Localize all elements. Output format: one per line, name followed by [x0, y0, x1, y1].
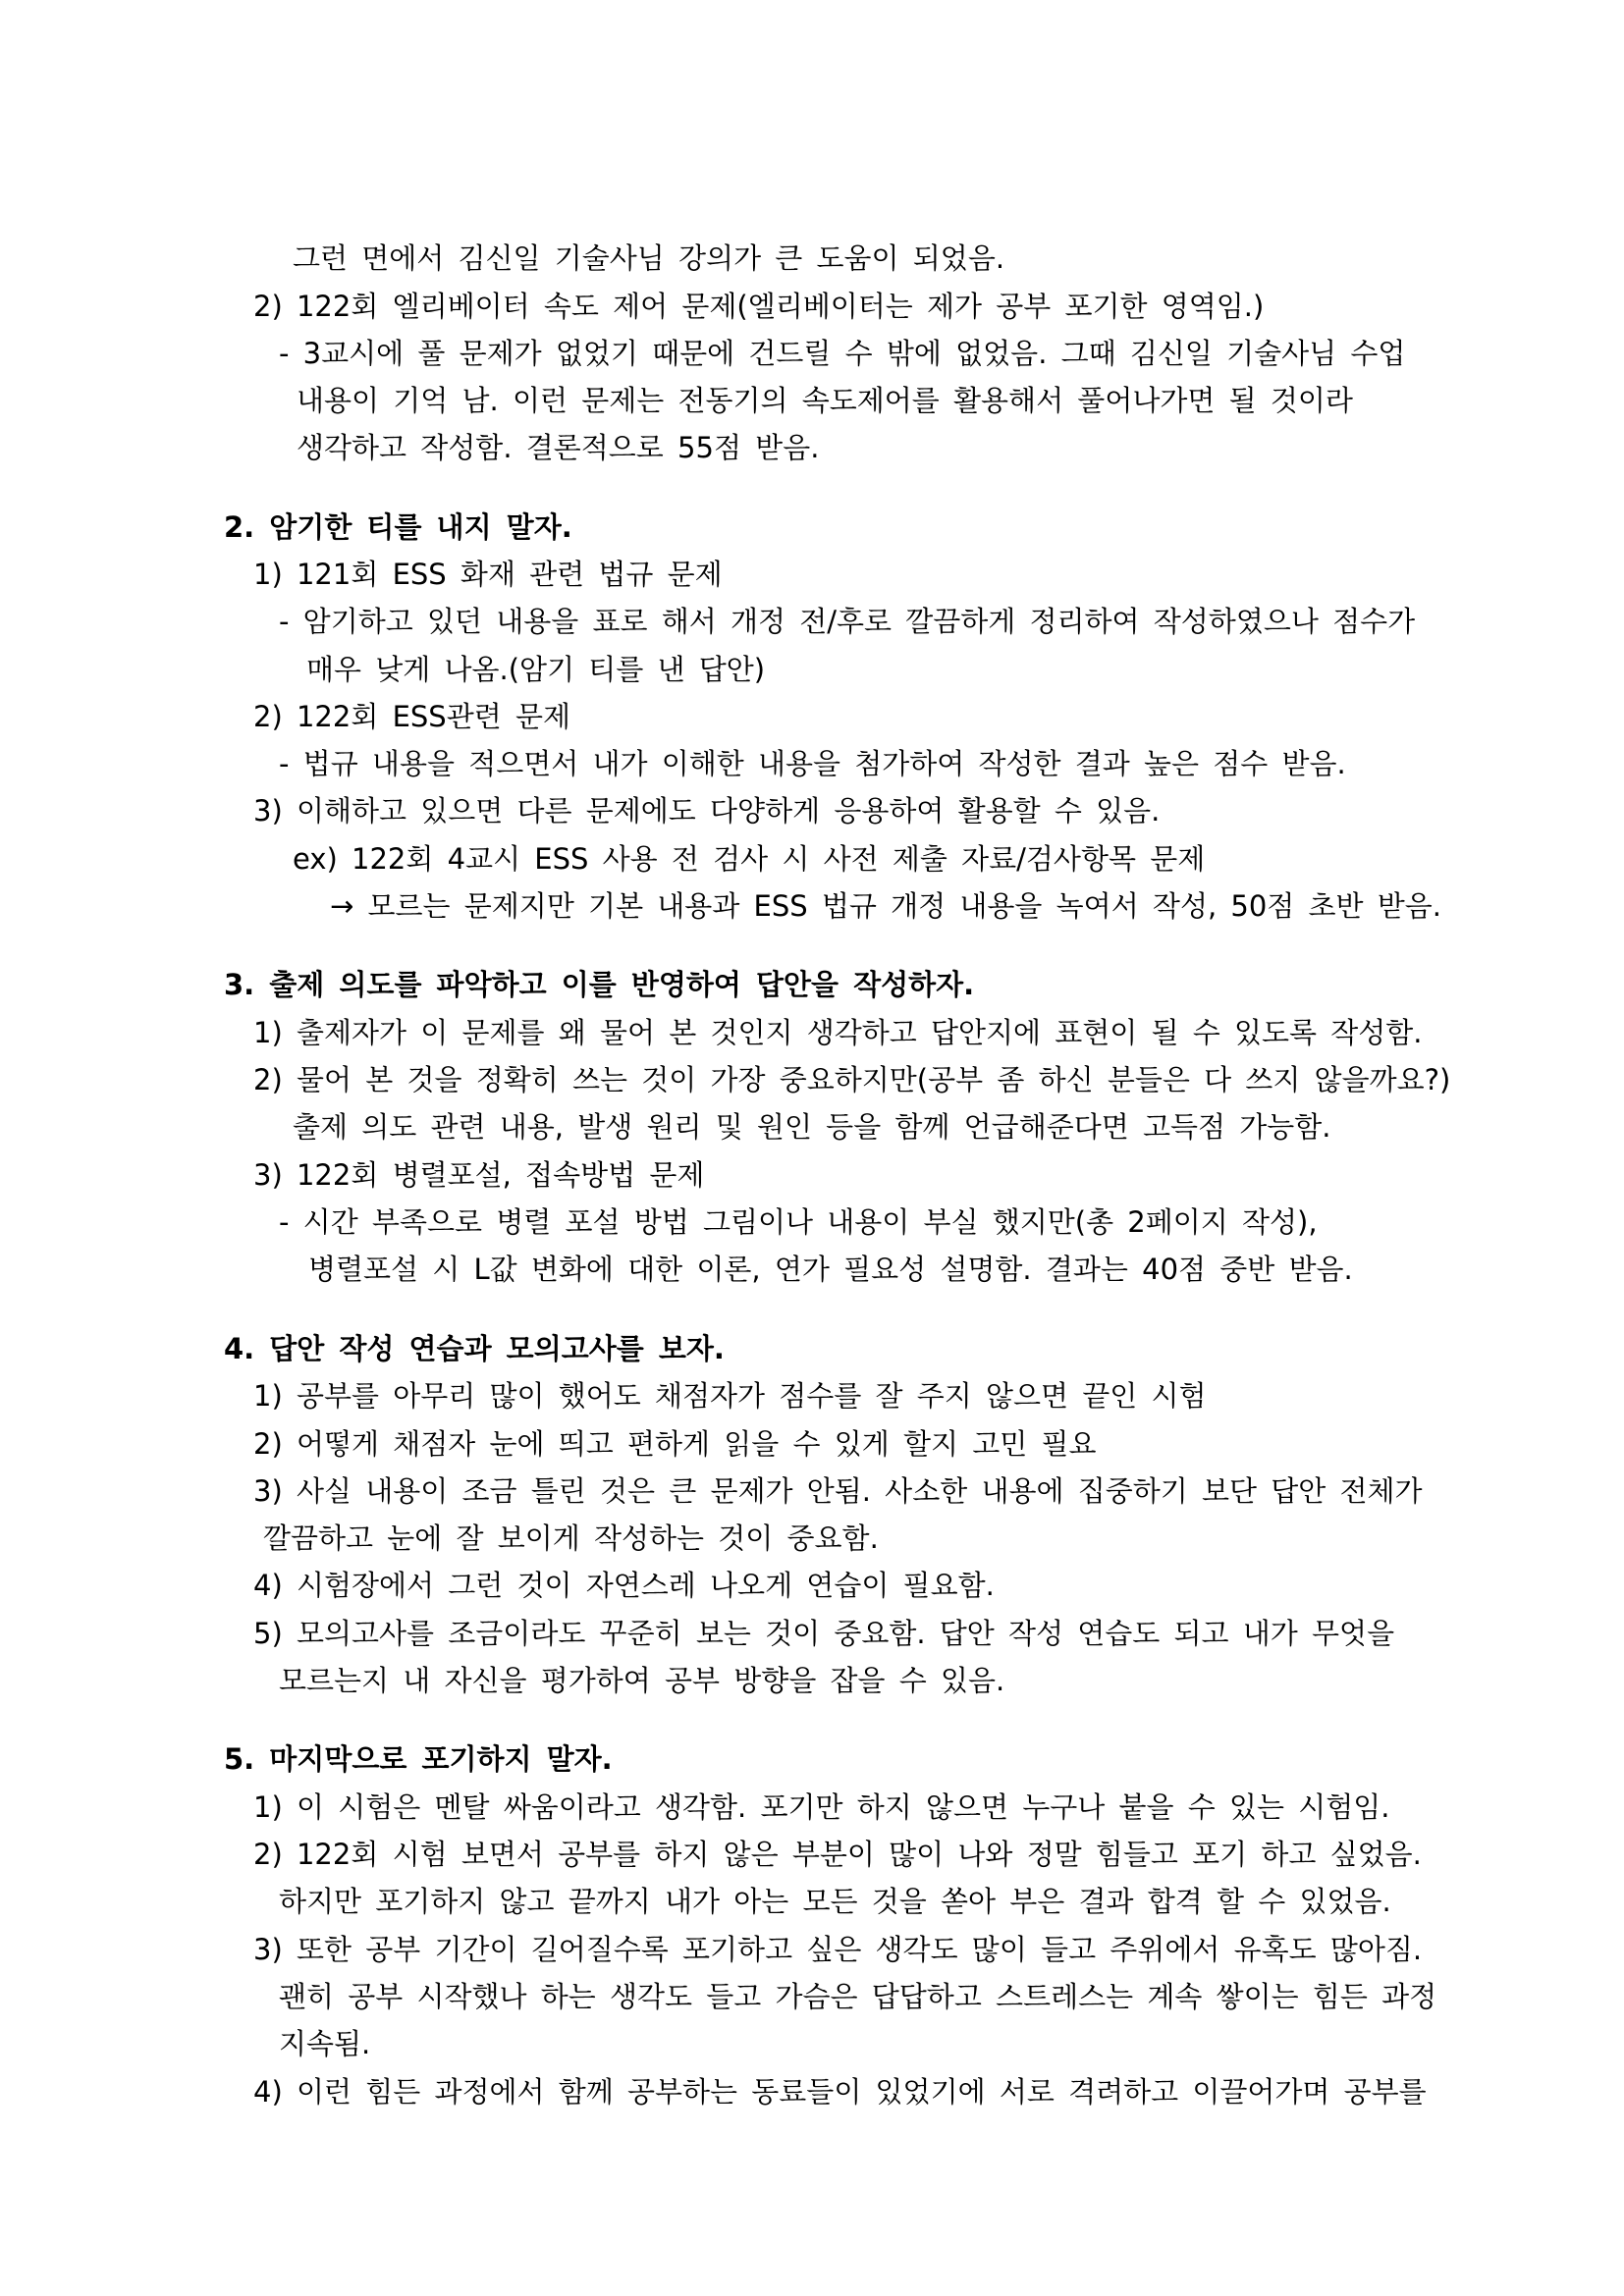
section-heading: 2. 암기한 티를 내지 말자.	[224, 510, 572, 544]
list-item: 2) 122회 엘리베이터 속도 제어 문제(엘리베이터는 제가 공부 포기한 영역임.)	[253, 290, 1265, 323]
text-line: 하지만 포기하지 않고 끝까지 내가 아는 모든 것을 쏟아 부은 결과 합격 할 수 있었음.	[279, 1885, 1391, 1918]
list-item: 1) 출제자가 이 문제를 왜 물어 본 것인지 생각하고 답안지에 표현이 될 수 있도록 작성함.	[253, 1016, 1423, 1049]
list-item: 3) 122회 병렬포설, 접속방법 문제	[253, 1158, 705, 1192]
list-item: 5) 모의고사를 조금이라도 꾸준히 보는 것이 중요함. 답안 작성 연습도 되고 내가 무엇을	[253, 1617, 1395, 1650]
text-line: 깔끔하고 눈에 잘 보이게 작성하는 것이 중요함.	[263, 1522, 879, 1555]
list-item: 3) 사실 내용이 조금 틀린 것은 큰 문제가 안됨. 사소한 내용에 집중하기 보단 답안 전체가	[253, 1474, 1423, 1508]
list-item: 2) 122회 시험 보면서 공부를 하지 않은 부분이 많이 나와 정말 힘들고 포기 하고 싶었음.	[253, 1838, 1422, 1871]
section-heading: 3. 출제 의도를 파악하고 이를 반영하여 답안을 작성하자.	[224, 968, 975, 1001]
text-line: 출제 의도 관련 내용, 발생 원리 및 원인 등을 함께 언급해준다면 고득점 가능함.	[293, 1110, 1331, 1144]
text-line: 매우 낮게 나옴.(암기 티를 낸 답안)	[306, 653, 766, 686]
list-item: 4) 시험장에서 그런 것이 자연스레 나오게 연습이 필요함.	[253, 1569, 995, 1602]
list-item: 1) 공부를 아무리 많이 했어도 채점자가 점수를 잘 주지 않으면 끝인 시험	[253, 1379, 1207, 1413]
text-line: - 시간 부족으로 병렬 포설 방법 그림이나 내용이 부실 했지만(총 2페이지 작성),	[279, 1205, 1318, 1239]
list-item: 2) 122회 ESS관련 문제	[253, 700, 570, 733]
text-line: 괜히 공부 시작했나 하는 생각도 들고 가슴은 답답하고 스트레스는 계속 쌓이는 힘든 과정	[279, 1980, 1437, 2013]
list-item: 1) 121회 ESS 화재 관련 법규 문제	[253, 558, 723, 591]
section-heading: 4. 답안 작성 연습과 모의고사를 보자.	[224, 1332, 725, 1365]
text-line: 모르는지 내 자신을 평가하여 공부 방향을 잡을 수 있음.	[279, 1664, 1005, 1697]
text-line: - 3교시에 풀 문제가 없었기 때문에 건드릴 수 밖에 없었음. 그때 김신일 기술사님 수업	[279, 337, 1406, 370]
list-item: 2) 물어 본 것을 정확히 쓰는 것이 가장 중요하지만(공부 좀 하신 분들은 다 쓰지 않을까요?)	[253, 1063, 1451, 1096]
text-line: 지속됨.	[279, 2027, 371, 2060]
list-item: 2) 어떻게 채점자 눈에 띄고 편하게 읽을 수 있게 할지 고민 필요	[253, 1427, 1097, 1461]
text-line: 그런 면에서 김신일 기술사님 강의가 큰 도움이 되었음.	[293, 241, 1005, 275]
list-item: 3) 또한 공부 기간이 길어질수록 포기하고 싶은 생각도 많이 들고 주위에서 유혹도 많아짐.	[253, 1933, 1423, 1966]
text-line: - 암기하고 있던 내용을 표로 해서 개정 전/후로 깔끔하게 정리하여 작성하였으나 점수가	[279, 605, 1416, 638]
text-line: ex) 122회 4교시 ESS 사용 전 검사 시 사전 제출 자료/검사항목 문제	[293, 842, 1206, 876]
text-line: - 법규 내용을 적으면서 내가 이해한 내용을 첨가하여 작성한 결과 높은 점수 받음.	[279, 747, 1346, 780]
text-line: 내용이 기억 남. 이런 문제는 전동기의 속도제어를 활용해서 풀어나가면 될 것이라	[297, 384, 1353, 417]
list-item: 1) 이 시험은 멘탈 싸움이라고 생각함. 포기만 하지 않으면 누구나 붙을 수 있는 시험임.	[253, 1790, 1390, 1824]
text-line: 생각하고 작성함. 결론적으로 55점 받음.	[297, 431, 820, 464]
section-heading: 5. 마지막으로 포기하지 말자.	[224, 1742, 613, 1776]
list-item: 3) 이해하고 있으면 다른 문제에도 다양하게 응용하여 활용할 수 있음.	[253, 794, 1161, 828]
text-line: → 모르는 문제지만 기본 내용과 ESS 법규 개정 내용을 녹여서 작성, 50점 초반 받음.	[330, 889, 1442, 923]
text-line: 병렬포설 시 L값 변화에 대한 이론, 연가 필요성 설명함. 결과는 40점 중반 받음.	[308, 1253, 1353, 1286]
list-item: 4) 이런 힘든 과정에서 함께 공부하는 동료들이 있었기에 서로 격려하고 이끌어가며 공부를	[253, 2075, 1427, 2109]
